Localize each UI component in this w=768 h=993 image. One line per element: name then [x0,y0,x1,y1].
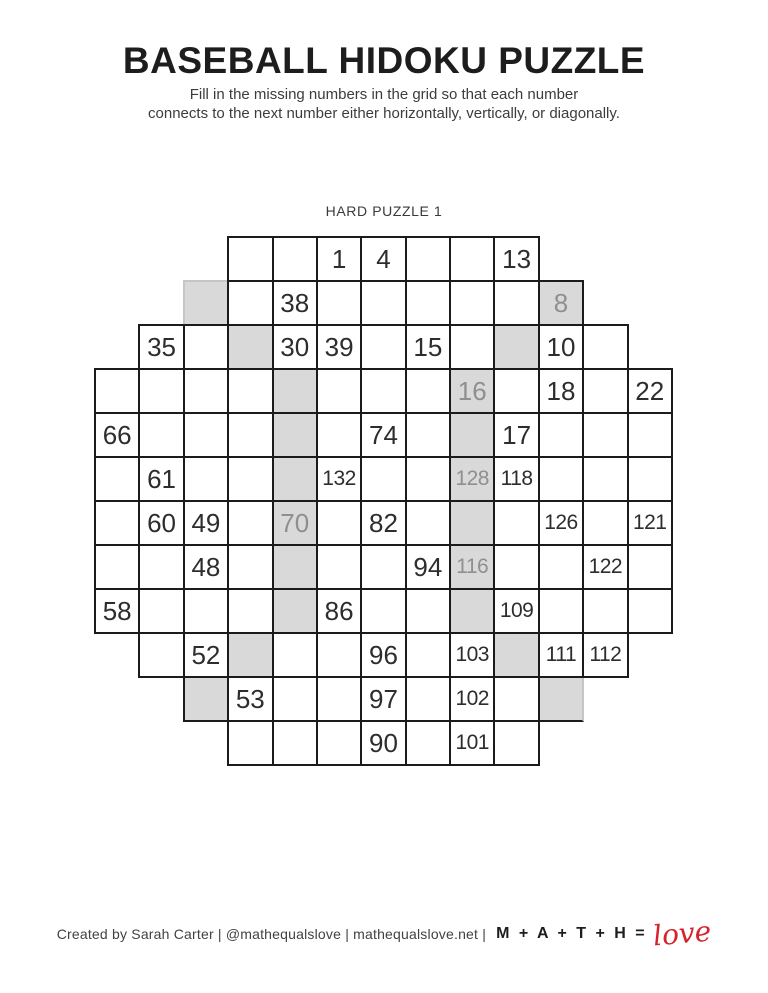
grid-cell-r7c8[interactable] [405,500,451,546]
grid-cell-r4c7[interactable] [360,368,406,414]
grid-cell-r6c7[interactable] [360,456,406,502]
grid-cell-r8c12: 122 [582,544,628,590]
grid-cell-r8c6[interactable] [316,544,362,590]
grid-cell-r3c10 [493,324,539,370]
grid-cell-r7c5: 70 [272,500,318,546]
grid-cell-r10c8[interactable] [405,632,451,678]
grid-cell-r2c11: 8 [538,280,584,326]
grid-cell-r5c9 [449,412,495,458]
grid-cell-r4c2[interactable] [138,368,184,414]
grid-cell-r5c1: 66 [94,412,140,458]
grid-cell-r8c8: 94 [405,544,451,590]
grid-cell-r2c4[interactable] [227,280,273,326]
grid-cell-r8c1[interactable] [94,544,140,590]
grid-cell-r12c8[interactable] [405,720,451,766]
grid-cell-r6c2: 61 [138,456,184,502]
grid-cell-r10c7: 96 [360,632,406,678]
grid-cell-r4c5 [272,368,318,414]
grid-cell-r3c9[interactable] [449,324,495,370]
footer-logo-math: M + A + T + H = [496,925,648,942]
grid-cell-r9c11[interactable] [538,588,584,634]
grid-cell-r4c8[interactable] [405,368,451,414]
grid-cell-r9c5 [272,588,318,634]
grid-cell-r8c9: 116 [449,544,495,590]
grid-cell-r9c1: 58 [94,588,140,634]
grid-cell-r1c6: 1 [316,236,362,282]
grid-cell-r9c10: 109 [493,588,539,634]
grid-cell-r12c7: 90 [360,720,406,766]
grid-cell-r10c11: 111 [538,632,584,678]
grid-cell-r2c5: 38 [272,280,318,326]
grid-cell-r3c7[interactable] [360,324,406,370]
grid-cell-r1c8[interactable] [405,236,451,282]
grid-cell-r10c12: 112 [582,632,628,678]
grid-cell-r5c12[interactable] [582,412,628,458]
grid-cell-r6c1[interactable] [94,456,140,502]
grid-cell-r3c11: 10 [538,324,584,370]
grid-cell-r5c6[interactable] [316,412,362,458]
grid-cell-r11c10[interactable] [493,676,539,722]
instructions-line1: Fill in the missing numbers in the grid so that each number [189,86,579,103]
grid-cell-r10c9: 103 [449,632,495,678]
grid-cell-r8c5 [272,544,318,590]
grid-cell-r11c9: 102 [449,676,495,722]
grid-cell-r10c4 [227,632,273,678]
grid-cell-r8c13[interactable] [627,544,673,590]
grid-cell-r5c2[interactable] [138,412,184,458]
grid-cell-r9c9 [449,588,495,634]
grid-cell-r6c5 [272,456,318,502]
grid-cell-r5c3[interactable] [183,412,229,458]
grid-cell-r9c6: 86 [316,588,362,634]
grid-cell-r4c13: 22 [627,368,673,414]
grid-cell-r1c5[interactable] [272,236,318,282]
grid-cell-r8c4[interactable] [227,544,273,590]
grid-cell-r6c12[interactable] [582,456,628,502]
grid-cell-r12c10[interactable] [493,720,539,766]
footer [0,914,768,954]
grid-cell-r7c6[interactable] [316,500,362,546]
grid-cell-r3c5: 30 [272,324,318,370]
grid-cell-r8c2[interactable] [138,544,184,590]
grid-cell-r12c4[interactable] [227,720,273,766]
grid-cell-r3c12[interactable] [582,324,628,370]
grid-cell-r6c6: 132 [316,456,362,502]
grid-cell-r2c10[interactable] [493,280,539,326]
grid-cell-r6c8[interactable] [405,456,451,502]
grid-cell-r6c10: 118 [493,456,539,502]
grid-cell-r12c9: 101 [449,720,495,766]
grid-cell-r12c5[interactable] [272,720,318,766]
grid-cell-r4c3[interactable] [183,368,229,414]
page-title: BASEBALL HIDOKU PUZZLE [122,40,646,81]
grid-cell-r5c8[interactable] [405,412,451,458]
grid-cell-r5c13[interactable] [627,412,673,458]
grid-cell-r4c9: 16 [449,368,495,414]
grid-cell-r8c10[interactable] [493,544,539,590]
grid-cell-r9c3[interactable] [183,588,229,634]
grid-cell-r1c4[interactable] [227,236,273,282]
grid-cell-r5c10: 17 [493,412,539,458]
grid-cell-r3c8: 15 [405,324,451,370]
grid-cell-r5c7: 74 [360,412,406,458]
grid-cell-r7c13: 121 [627,500,673,546]
grid-cell-r11c8[interactable] [405,676,451,722]
grid-cell-r11c6[interactable] [316,676,362,722]
grid-cell-r5c4[interactable] [227,412,273,458]
grid-cell-r7c2: 60 [138,500,184,546]
grid-cell-r7c7: 82 [360,500,406,546]
grid-cell-r4c10[interactable] [493,368,539,414]
grid-cell-r4c6[interactable] [316,368,362,414]
grid-cell-r4c1[interactable] [94,368,140,414]
grid-cell-r7c9 [449,500,495,546]
grid-cell-r9c8[interactable] [405,588,451,634]
grid-cell-r11c3 [183,676,229,722]
grid-cell-r6c4[interactable] [227,456,273,502]
grid-cell-r2c9[interactable] [449,280,495,326]
grid-cell-r8c11[interactable] [538,544,584,590]
grid-cell-r11c7: 97 [360,676,406,722]
grid-cell-r12c6[interactable] [316,720,362,766]
grid-cell-r7c3: 49 [183,500,229,546]
grid-cell-r1c10: 13 [493,236,539,282]
grid-cell-r1c9[interactable] [449,236,495,282]
grid-cell-r4c11: 18 [538,368,584,414]
grid-cell-r5c11[interactable] [538,412,584,458]
grid-cell-r9c2[interactable] [138,588,184,634]
grid-cell-r10c2[interactable] [138,632,184,678]
footer-credit: Created by Sarah Carter | @mathequalslove | mathequalslove.net | [56,926,487,942]
grid-cell-r6c3[interactable] [183,456,229,502]
grid-cell-r10c6[interactable] [316,632,362,678]
grid-cell-r7c10[interactable] [493,500,539,546]
grid-cell-r2c6[interactable] [316,280,362,326]
grid-cell-r9c7[interactable] [360,588,406,634]
grid-cell-r3c6: 39 [316,324,362,370]
grid-cell-r2c8[interactable] [405,280,451,326]
grid-cell-r3c3[interactable] [183,324,229,370]
grid-cell-r7c4[interactable] [227,500,273,546]
grid-cell-r6c9: 128 [449,456,495,502]
puzzle-label: HARD PUZZLE 1 [325,203,443,219]
grid-cell-r7c1[interactable] [94,500,140,546]
grid-cell-r11c11 [538,676,584,722]
grid-cell-r4c12[interactable] [582,368,628,414]
grid-cell-r2c3 [183,280,229,326]
grid-cell-r1c7: 4 [360,236,406,282]
grid-cell-r8c3: 48 [183,544,229,590]
grid-cell-r5c5 [272,412,318,458]
grid-cell-r7c11: 126 [538,500,584,546]
grid-cell-r7c12[interactable] [582,500,628,546]
grid-cell-r9c12[interactable] [582,588,628,634]
grid-cell-r10c10 [493,632,539,678]
grid-cell-r2c7[interactable] [360,280,406,326]
grid-cell-r4c4[interactable] [227,368,273,414]
grid-cell-r3c4 [227,324,273,370]
grid-cell-r10c3: 52 [183,632,229,678]
grid-cell-r11c4: 53 [227,676,273,722]
grid-cell-r9c13[interactable] [627,588,673,634]
footer-logo-love: love [651,914,713,953]
grid-cell-r9c4[interactable] [227,588,273,634]
grid-cell-r6c13[interactable] [627,456,673,502]
grid-cell-r6c11[interactable] [538,456,584,502]
grid-cell-r10c5[interactable] [272,632,318,678]
grid-cell-r8c7[interactable] [360,544,406,590]
grid-cell-r11c5[interactable] [272,676,318,722]
grid-cell-r3c2: 35 [138,324,184,370]
instructions-line2: connects to the next number either horizontally, vertically, or diagonally. [148,105,620,122]
